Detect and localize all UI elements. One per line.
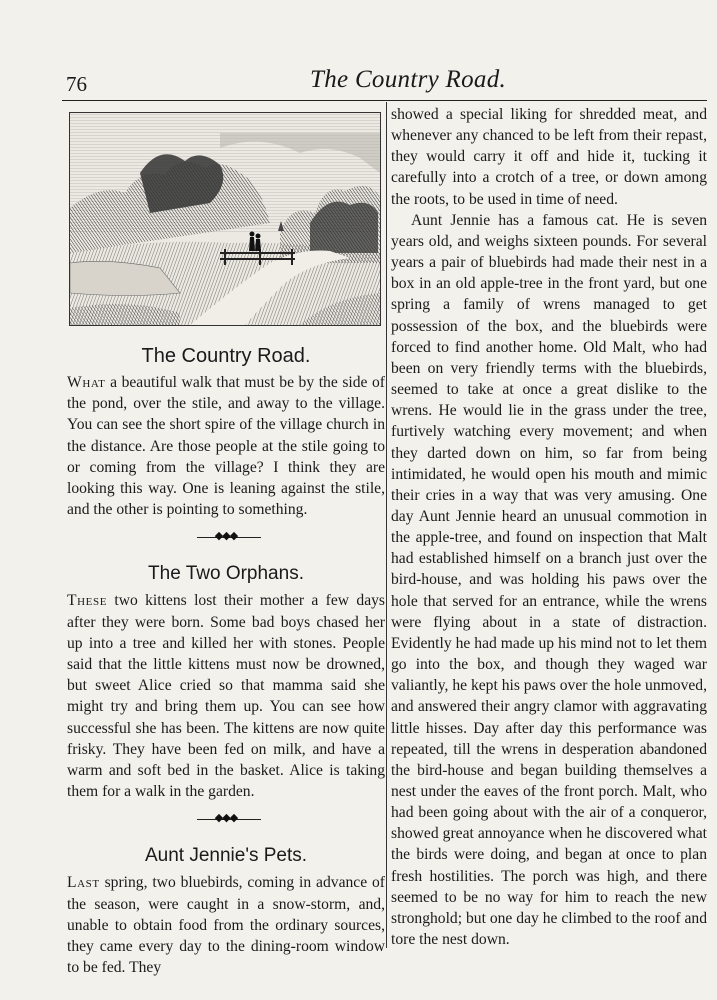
running-title: The Country Road. [310,66,507,93]
paragraph-text: two kittens lost their mother a few days after they were born. Some bad boys chased her up into a tree and killed her with stones. People said that the little kittens must now be drowned, but sweet Alice cried so that mamma said she might try and bring them up. You can see how successful she has been. The kittens are now quite frisky. They have been fed on milk, and have a warm and soft bed in the basket. Alice is taking them for a walk in the garden. [67,592,385,801]
section-title-country-road: The Country Road. [141,345,311,367]
right-paragraph-2: Aunt Jennie has a famous cat. He is seven years old, and weighs sixteen pounds. For several years a pair of bluebirds had made their nest in a box in an old apple-tree in the front yard, but one spring a family of wrens managed to get possession of the box, and the bluebirds were forced to find another home. Old Malt, who had been on very friendly terms with the bluebirds, seemed to take at once a great dislike to the wrens. He would lie in the grass under the tree, furtively watching every movement; and when they darted down on him, so far from being intimidated, he would open his mouth and mimic their cries in a way that was very amusing. One day Aunt Jennie heard an unusual commotion in the apple-tree, and found on inspection that Malt had established himself on a branch just over the bird-house, and was holding his paws over the hole that served for an entrance, while the wrens were flying about in a state of distraction. Evidently he had made up his mind not to let them go into the box, and though they waged war valiantly, he kept his paws over the hole unmoved, and answered their angry clamor with aggravating little hisses. Day after day this performance was repeated, till the wrens in desperation abandoned the bird-house and began building themselves a nest under the eaves of the front porch. Malt, who had been going about with the air of a conqueror, showed great annoyance when he discovered what the birds were doing, and began at once to plan fresh hostilities. The porch was high, and there seemed to be no way for him to reach the new stronghold; but one day he climbed to the roof and tore the nest down. [391,211,707,949]
lead-word: What [67,374,106,391]
paragraph-text: spring, two bluebirds, coming in advance of the season, were caught in a snow-storm, and, unable to obtain food from the ordinary sources, they came every day to the dining-room window to be fed. They [67,874,385,977]
section-ornament [67,810,385,828]
left-column [67,112,385,978]
two-orphans-paragraph [67,590,385,802]
paragraph-text: a beautiful walk that must be by the side of the pond, over the stile, and away to the village. You can see the short spire of the village church in the distance. Are those people at the stile going to or coming from the village? I think they are looking this way. One is leaning against the stile, and the other is pointing to something. [67,374,385,519]
right-column [391,104,707,950]
country-road-engraving [69,112,381,326]
lead-word: Last [67,874,100,892]
section-title-aunt-jennie: Aunt Jennie's Pets. [144,845,308,867]
lead-word: These [67,592,108,610]
aunt-jennie-paragraph [67,872,385,978]
ornament-dots: ◆◆◆ [214,530,238,543]
section-ornament [67,528,385,546]
section-title-two-orphans: The Two Orphans. [148,563,304,585]
ornament-dots: ◆◆◆ [214,812,238,825]
page-number: 76 [66,72,87,96]
page-header [62,64,707,94]
column-divider [386,102,387,948]
header-rule [62,100,707,101]
landscape-illustration [70,113,380,325]
right-paragraph-1: showed a special liking for shredded meat, and whenever any chanced to be left from their repast, they would carry it off and hide it, tucking it carefully into a crotch of a tree, or down among the roots, to be used in time of need. [391,106,707,208]
country-road-paragraph [67,372,385,520]
